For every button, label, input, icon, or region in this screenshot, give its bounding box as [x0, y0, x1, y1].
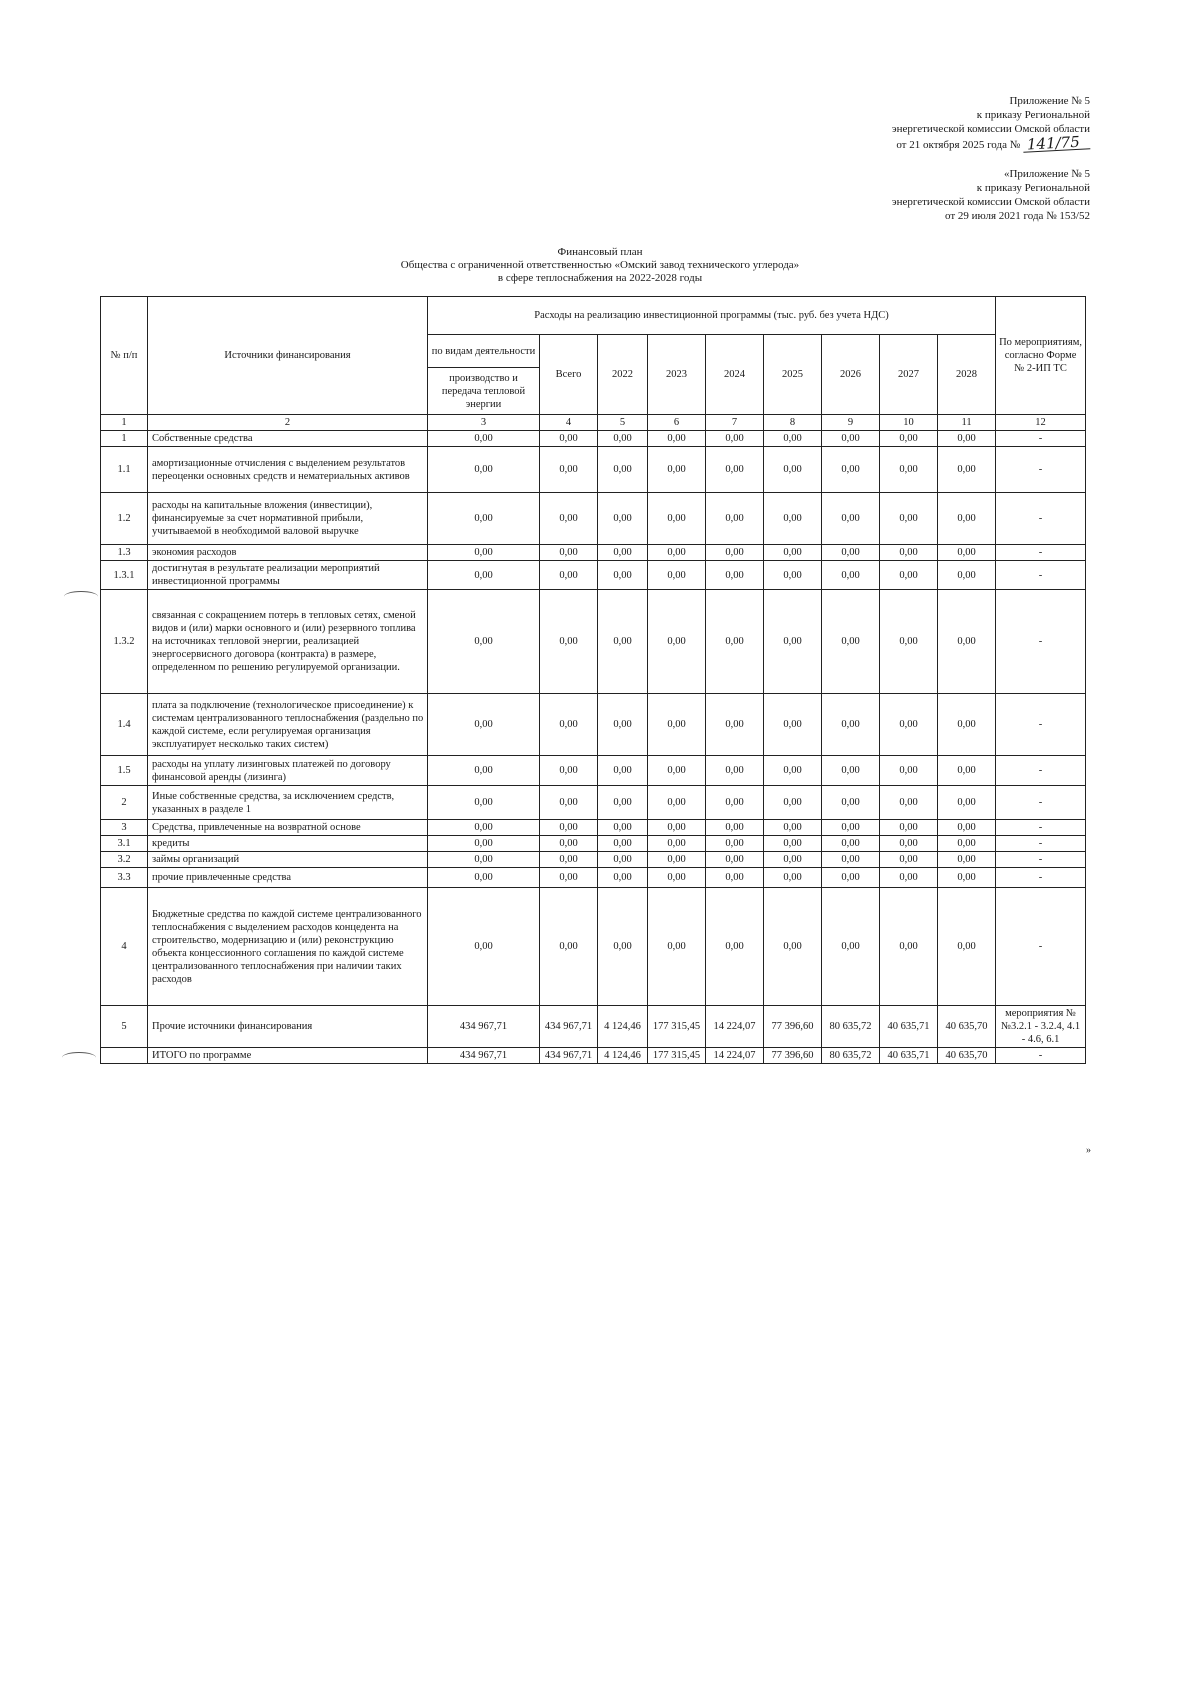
- column-number: 12: [996, 415, 1086, 431]
- row-measures: -: [996, 431, 1086, 447]
- row-value: 0,00: [706, 545, 764, 561]
- header-year-2022: 2022: [598, 335, 648, 415]
- row-value: 0,00: [938, 447, 996, 493]
- row-value: 4 124,46: [598, 1006, 648, 1048]
- row-value: 0,00: [598, 820, 648, 836]
- row-value: 0,00: [880, 447, 938, 493]
- row-value: 0,00: [598, 561, 648, 590]
- row-source: прочие привлеченные средства: [148, 868, 428, 888]
- row-value: 0,00: [764, 820, 822, 836]
- row-value: 0,00: [764, 756, 822, 786]
- row-value: 0,00: [764, 447, 822, 493]
- row-value: 0,00: [428, 836, 540, 852]
- row-value: 0,00: [428, 888, 540, 1006]
- row-value: 0,00: [428, 694, 540, 756]
- row-source: расходы на капитальные вложения (инвестиции), финансируемые за счет нормативной прибыли, учитываемой в необходимой валовой выручке: [148, 493, 428, 545]
- table-body: [101, 431, 1086, 1064]
- attachment-line: «Приложение № 5: [1003, 168, 1090, 180]
- row-number: 3.1: [101, 836, 148, 852]
- row-source: экономия расходов: [148, 545, 428, 561]
- row-value: 0,00: [540, 852, 598, 868]
- row-value: 0,00: [764, 493, 822, 545]
- row-value: 0,00: [540, 836, 598, 852]
- row-value: 0,00: [648, 888, 706, 1006]
- row-value: 0,00: [648, 786, 706, 820]
- column-number: 1: [101, 415, 148, 431]
- row-value: 0,00: [540, 431, 598, 447]
- row-measures: -: [996, 590, 1086, 694]
- row-source: кредиты: [148, 836, 428, 852]
- row-value: 0,00: [428, 561, 540, 590]
- row-value: 0,00: [822, 852, 880, 868]
- row-value: 0,00: [706, 786, 764, 820]
- row-value: 0,00: [540, 561, 598, 590]
- row-value: 0,00: [598, 447, 648, 493]
- row-number: 5: [101, 1006, 148, 1048]
- table-row: [101, 1048, 1086, 1064]
- title-line: Общества с ограниченной ответственностью «Омский завод технического углерода»: [400, 259, 800, 271]
- row-value: 0,00: [764, 694, 822, 756]
- table-row: [101, 836, 1086, 852]
- row-value: 0,00: [648, 493, 706, 545]
- row-value: 0,00: [428, 786, 540, 820]
- row-value: 0,00: [938, 590, 996, 694]
- row-value: 0,00: [938, 852, 996, 868]
- row-value: 0,00: [598, 756, 648, 786]
- row-value: 40 635,70: [938, 1006, 996, 1048]
- row-value: 0,00: [880, 545, 938, 561]
- row-value: 77 396,60: [764, 1048, 822, 1064]
- row-value: 0,00: [428, 756, 540, 786]
- attachment-line: от 29 июля 2021 года № 153/52: [945, 210, 1090, 222]
- row-value: 0,00: [938, 836, 996, 852]
- row-value: 0,00: [648, 590, 706, 694]
- attachment-date: от 21 октября 2025 года №: [896, 139, 1021, 151]
- row-value: 0,00: [938, 756, 996, 786]
- column-number: 7: [706, 415, 764, 431]
- row-value: 0,00: [822, 786, 880, 820]
- table-row: [101, 820, 1086, 836]
- row-measures: -: [996, 756, 1086, 786]
- row-value: 40 635,71: [880, 1048, 938, 1064]
- row-value: 0,00: [880, 493, 938, 545]
- table-row: [101, 493, 1086, 545]
- row-value: 0,00: [764, 852, 822, 868]
- column-number: 8: [764, 415, 822, 431]
- row-value: 0,00: [822, 888, 880, 1006]
- table-row: [101, 756, 1086, 786]
- row-value: 0,00: [540, 694, 598, 756]
- row-source: Средства, привлеченные на возвратной основе: [148, 820, 428, 836]
- header-year-2026: 2026: [822, 335, 880, 415]
- row-value: 0,00: [822, 431, 880, 447]
- row-value: 0,00: [540, 545, 598, 561]
- row-value: 0,00: [598, 694, 648, 756]
- row-value: 0,00: [938, 545, 996, 561]
- row-measures: -: [996, 868, 1086, 888]
- row-value: 0,00: [540, 888, 598, 1006]
- row-value: 0,00: [938, 431, 996, 447]
- row-measures: -: [996, 447, 1086, 493]
- row-value: 0,00: [598, 431, 648, 447]
- row-value: 0,00: [706, 447, 764, 493]
- row-source: связанная с сокращением потерь в тепловых сетях, сменой видов и (или) марки основного и (или) резервного топлива на источниках тепловой энергии, реализацией энергосервисного договора (контракта) в размере, определенном по решению регулируемой организации.: [148, 590, 428, 694]
- row-value: 0,00: [540, 868, 598, 888]
- handwritten-order-number: 141/75: [1023, 134, 1090, 152]
- row-value: 177 315,45: [648, 1006, 706, 1048]
- row-value: 0,00: [540, 756, 598, 786]
- attachment-line: к приказу Региональной: [976, 182, 1090, 194]
- row-source: Собственные средства: [148, 431, 428, 447]
- row-value: 0,00: [822, 756, 880, 786]
- row-source: Бюджетные средства по каждой системе централизованного теплоснабжения с выделением расходов концедента на строительство, модернизацию и (или) реконструкцию объекта концессионного соглашения по каждой системе централизованного теплоснабжения при наличии таких расходов: [148, 888, 428, 1006]
- row-value: 0,00: [880, 694, 938, 756]
- row-value: 0,00: [880, 561, 938, 590]
- column-number: 11: [938, 415, 996, 431]
- row-value: 0,00: [428, 493, 540, 545]
- row-value: 0,00: [598, 493, 648, 545]
- row-source: займы организаций: [148, 852, 428, 868]
- row-value: 0,00: [428, 431, 540, 447]
- row-value: 0,00: [648, 820, 706, 836]
- row-source: расходы на уплату лизинговых платежей по договору финансовой аренды (лизинга): [148, 756, 428, 786]
- row-value: 0,00: [880, 888, 938, 1006]
- row-value: 0,00: [428, 590, 540, 694]
- row-value: 0,00: [880, 852, 938, 868]
- row-value: 0,00: [648, 561, 706, 590]
- title-line: в сфере теплоснабжения на 2022-2028 годы: [497, 272, 703, 284]
- row-value: 0,00: [938, 493, 996, 545]
- table-row: [101, 694, 1086, 756]
- row-value: 0,00: [598, 590, 648, 694]
- row-value: 0,00: [822, 447, 880, 493]
- row-value: 0,00: [938, 561, 996, 590]
- row-value: 434 967,71: [540, 1006, 598, 1048]
- row-value: 0,00: [822, 868, 880, 888]
- row-value: 0,00: [880, 836, 938, 852]
- header-num: № п/п: [101, 297, 148, 415]
- title-line: Финансовый план: [557, 246, 643, 258]
- header-total: Всего: [540, 335, 598, 415]
- header-activity-type: по видам деятельности: [428, 335, 540, 368]
- row-value: 0,00: [428, 447, 540, 493]
- row-value: 0,00: [938, 868, 996, 888]
- row-value: 434 967,71: [428, 1006, 540, 1048]
- row-value: 0,00: [880, 868, 938, 888]
- row-value: 0,00: [764, 786, 822, 820]
- column-number: 10: [880, 415, 938, 431]
- row-value: 0,00: [938, 786, 996, 820]
- attachment-line: к приказу Региональной: [976, 109, 1090, 121]
- row-number: 1.1: [101, 447, 148, 493]
- row-value: 77 396,60: [764, 1006, 822, 1048]
- row-value: 0,00: [706, 756, 764, 786]
- row-measures: -: [996, 694, 1086, 756]
- row-number: 1.3: [101, 545, 148, 561]
- row-number: 1.2: [101, 493, 148, 545]
- row-value: 177 315,45: [648, 1048, 706, 1064]
- row-value: 0,00: [648, 694, 706, 756]
- row-value: 0,00: [540, 447, 598, 493]
- table-row: [101, 852, 1086, 868]
- table-row: [101, 545, 1086, 561]
- row-value: 0,00: [822, 590, 880, 694]
- row-value: 434 967,71: [428, 1048, 540, 1064]
- row-value: 0,00: [938, 694, 996, 756]
- row-value: 0,00: [598, 786, 648, 820]
- column-number: 3: [428, 415, 540, 431]
- table-row: [101, 447, 1086, 493]
- header-year-2023: 2023: [648, 335, 706, 415]
- row-value: 0,00: [822, 493, 880, 545]
- header-expenses: Расходы на реализацию инвестиционной программы (тыс. руб. без учета НДС): [428, 297, 996, 335]
- table-row: [101, 431, 1086, 447]
- row-value: 0,00: [648, 545, 706, 561]
- row-number: 1.3.2: [101, 590, 148, 694]
- row-measures: -: [996, 852, 1086, 868]
- row-value: 14 224,07: [706, 1048, 764, 1064]
- row-value: 0,00: [648, 852, 706, 868]
- table-row: [101, 888, 1086, 1006]
- attachment-line: энергетической комиссии Омской области: [891, 123, 1090, 135]
- row-value: 0,00: [764, 868, 822, 888]
- row-value: 0,00: [706, 431, 764, 447]
- row-value: 0,00: [428, 545, 540, 561]
- row-measures: -: [996, 1048, 1086, 1064]
- row-value: 0,00: [880, 590, 938, 694]
- row-value: 14 224,07: [706, 1006, 764, 1048]
- row-source: достигнутая в результате реализации мероприятий инвестиционной программы: [148, 561, 428, 590]
- row-number: 3.2: [101, 852, 148, 868]
- row-value: 0,00: [822, 561, 880, 590]
- row-value: 0,00: [598, 852, 648, 868]
- row-value: 0,00: [822, 694, 880, 756]
- row-number: 1.4: [101, 694, 148, 756]
- margin-mark: [62, 1052, 96, 1063]
- row-value: 0,00: [880, 431, 938, 447]
- row-value: 0,00: [598, 545, 648, 561]
- row-value: 434 967,71: [540, 1048, 598, 1064]
- row-value: 0,00: [648, 868, 706, 888]
- row-number: 2: [101, 786, 148, 820]
- attachment-date-line: [892, 132, 1090, 154]
- row-number: 1.5: [101, 756, 148, 786]
- column-numbers-row: [101, 415, 1086, 431]
- row-value: 0,00: [706, 590, 764, 694]
- row-value: 0,00: [648, 756, 706, 786]
- column-number: 6: [648, 415, 706, 431]
- header-activity-heat: производство и передача тепловой энергии: [428, 368, 540, 415]
- row-value: 0,00: [938, 820, 996, 836]
- row-value: 80 635,72: [822, 1048, 880, 1064]
- column-number: 5: [598, 415, 648, 431]
- row-value: 0,00: [706, 820, 764, 836]
- row-value: 0,00: [540, 590, 598, 694]
- row-measures: мероприятия №№3.2.1 - 3.2.4, 4.1 - 4.6, 6.1: [996, 1006, 1086, 1048]
- header-year-2028: 2028: [938, 335, 996, 415]
- row-source: плата за подключение (технологическое присоединение) к системам централизованного теплоснабжения (раздельно по каждой системе, если регулируемая организация эксплуатирует несколько таких систем): [148, 694, 428, 756]
- row-source: ИТОГО по программе: [148, 1048, 428, 1064]
- row-value: 0,00: [822, 545, 880, 561]
- column-number: 9: [822, 415, 880, 431]
- table-row: [101, 590, 1086, 694]
- row-value: 0,00: [880, 786, 938, 820]
- table-row: [101, 786, 1086, 820]
- header-year-2025: 2025: [764, 335, 822, 415]
- row-value: 0,00: [822, 820, 880, 836]
- row-value: 0,00: [764, 590, 822, 694]
- row-value: 0,00: [880, 820, 938, 836]
- row-number: 1.3.1: [101, 561, 148, 590]
- header-source: Источники финансирования: [148, 297, 428, 415]
- row-value: 40 635,71: [880, 1006, 938, 1048]
- row-number: 1: [101, 431, 148, 447]
- row-measures: -: [996, 561, 1086, 590]
- row-value: 0,00: [764, 561, 822, 590]
- attachment-line: Приложение № 5: [1009, 95, 1090, 107]
- margin-mark: [64, 591, 98, 602]
- row-value: 0,00: [706, 868, 764, 888]
- row-source: Иные собственные средства, за исключением средств, указанных в разделе 1: [148, 786, 428, 820]
- row-value: 0,00: [706, 836, 764, 852]
- table-row: [101, 561, 1086, 590]
- row-value: 0,00: [706, 561, 764, 590]
- row-value: 0,00: [540, 493, 598, 545]
- row-measures: -: [996, 836, 1086, 852]
- row-value: 0,00: [428, 852, 540, 868]
- row-value: 0,00: [706, 888, 764, 1006]
- row-number: 3: [101, 820, 148, 836]
- column-number: 2: [148, 415, 428, 431]
- attachment-current: [892, 94, 1090, 152]
- row-measures: -: [996, 888, 1086, 1006]
- row-value: 0,00: [648, 447, 706, 493]
- closing-quote: »: [1086, 1145, 1091, 1156]
- row-source: Прочие источники финансирования: [148, 1006, 428, 1048]
- row-value: 0,00: [428, 868, 540, 888]
- header-year-2027: 2027: [880, 335, 938, 415]
- row-value: 0,00: [598, 888, 648, 1006]
- row-value: 0,00: [540, 820, 598, 836]
- row-number: 3.3: [101, 868, 148, 888]
- row-value: 0,00: [764, 431, 822, 447]
- row-value: 0,00: [706, 694, 764, 756]
- attachment-line: энергетической комиссии Омской области: [891, 196, 1090, 208]
- attachment-previous: [892, 167, 1090, 223]
- row-measures: -: [996, 820, 1086, 836]
- row-measures: -: [996, 786, 1086, 820]
- row-value: 0,00: [648, 836, 706, 852]
- financial-plan-table: [100, 296, 1086, 1064]
- row-value: 0,00: [822, 836, 880, 852]
- table-row: [101, 1006, 1086, 1048]
- row-value: 0,00: [428, 820, 540, 836]
- row-value: 4 124,46: [598, 1048, 648, 1064]
- row-source: амортизационные отчисления с выделением результатов переоценки основных средств и нематериальных активов: [148, 447, 428, 493]
- row-value: 0,00: [598, 836, 648, 852]
- row-value: 0,00: [764, 888, 822, 1006]
- row-value: 0,00: [648, 431, 706, 447]
- row-value: 0,00: [938, 888, 996, 1006]
- row-measures: -: [996, 493, 1086, 545]
- plan-title: [100, 246, 1100, 285]
- row-value: 0,00: [764, 545, 822, 561]
- table-row: [101, 868, 1086, 888]
- row-value: 0,00: [880, 756, 938, 786]
- row-value: 0,00: [598, 868, 648, 888]
- row-value: 0,00: [764, 836, 822, 852]
- header-year-2024: 2024: [706, 335, 764, 415]
- row-value: 0,00: [706, 852, 764, 868]
- row-value: 0,00: [540, 786, 598, 820]
- row-value: 40 635,70: [938, 1048, 996, 1064]
- row-measures: -: [996, 545, 1086, 561]
- column-number: 4: [540, 415, 598, 431]
- row-number: [101, 1048, 148, 1064]
- row-number: 4: [101, 888, 148, 1006]
- row-value: 0,00: [706, 493, 764, 545]
- row-value: 80 635,72: [822, 1006, 880, 1048]
- header-measures: По мероприятиям, согласно Форме № 2-ИП ТС: [996, 297, 1086, 415]
